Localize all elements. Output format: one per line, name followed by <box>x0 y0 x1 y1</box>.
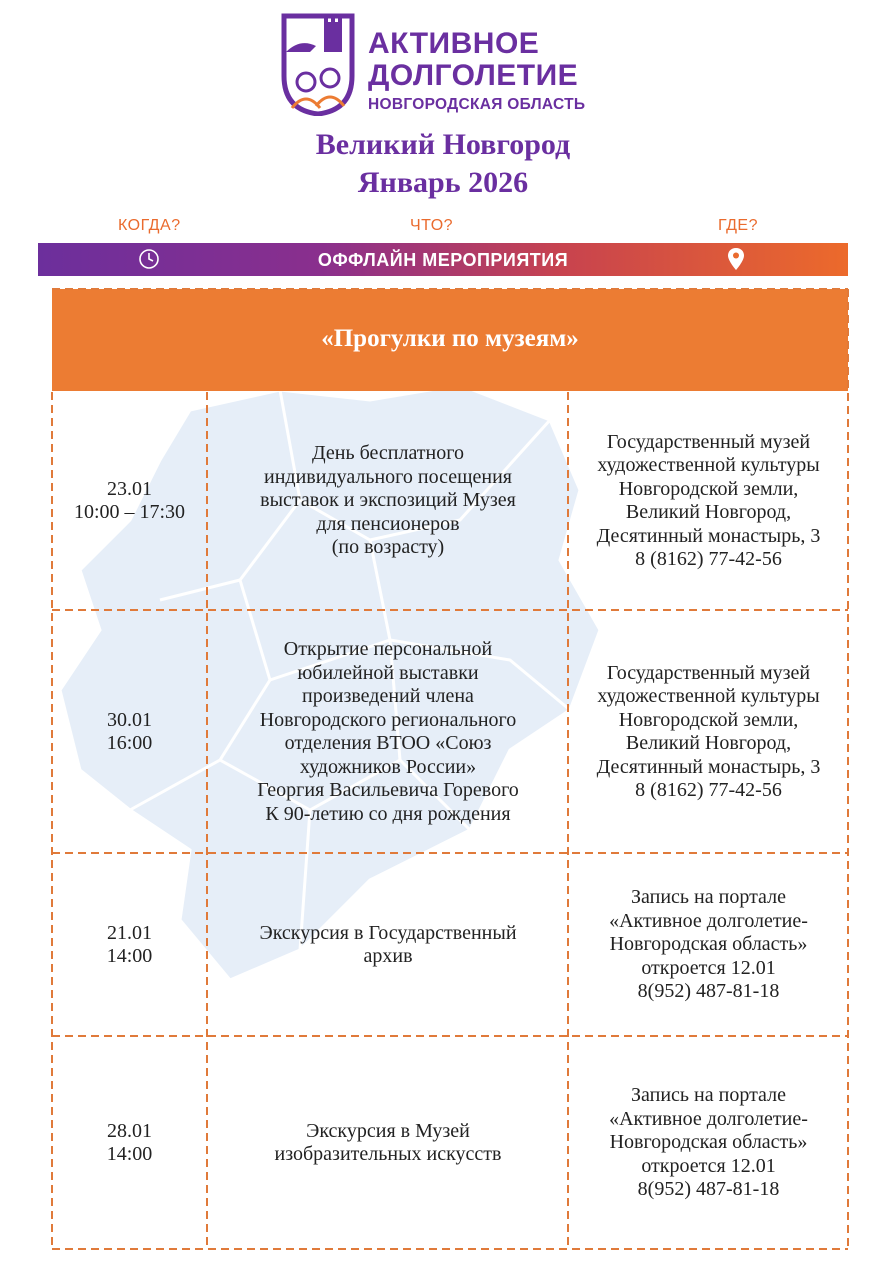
event-1-where: Государственный музей художественной культуры Новгородской земли, Великий Новгород, Десятинный монастырь, 3 8 (8162) 77-42-56 <box>596 430 821 570</box>
event-2-when: 30.01 16:00 <box>106 708 153 754</box>
event-4-what: Экскурсия в Музей изобразительных искусств <box>274 1119 502 1165</box>
city-heading: Великий Новгород <box>315 128 571 161</box>
logo-title-line1: АКТИВНОЕ <box>368 27 540 60</box>
event-1-when: 23.01 10:00 – 17:30 <box>73 477 186 523</box>
section-title: «Прогулки по музеям» <box>321 325 579 352</box>
event-2-what: Открытие персональной юбилейной выставки произведений члена Новгородского регионального отделения ВТОО «Союз художников России» Георгия Васильевича Горевого К 90-летию со дня рождения <box>257 638 519 825</box>
event-2-where: Государственный музей художественной культуры Новгородской земли, Великий Новгород, Десятинный монастырь, 3 8 (8162) 77-42-56 <box>596 661 821 801</box>
logo-title-line2: ДОЛГОЛЕТИЕ <box>368 59 579 92</box>
event-3-when: 21.01 14:00 <box>106 921 153 967</box>
month-heading: Январь 2026 <box>357 166 529 199</box>
event-4-where: Запись на портале «Активное долголетие- Новгородская область» откроется 12.01 8(952) 487-81-18 <box>609 1084 808 1201</box>
event-1-what: День бесплатного индивидуального посещения выставок и экспозиций Музея для пенсионеров (по возрасту) <box>260 442 516 559</box>
event-3-what: Экскурсия в Государственный архив <box>259 921 517 967</box>
column-label-what: ЧТО? <box>410 217 454 234</box>
event-4-when: 28.01 14:00 <box>106 1119 153 1165</box>
location-pin-icon <box>726 247 746 271</box>
bar-title: ОФФЛАЙН МЕРОПРИЯТИЯ <box>317 250 569 270</box>
column-label-where: ГДЕ? <box>718 217 758 234</box>
logo-subtitle: НОВГОРОДСКАЯ ОБЛАСТЬ <box>368 96 586 113</box>
event-3-where: Запись на портале «Активное долголетие- Новгородская область» откроется 12.01 8(952) 487-81-18 <box>609 886 808 1003</box>
logo-emblem-icon <box>280 12 356 116</box>
section-header <box>52 289 848 391</box>
logo <box>280 12 610 120</box>
offline-events-bar <box>38 243 848 276</box>
column-label-when: КОГДА? <box>118 217 181 234</box>
